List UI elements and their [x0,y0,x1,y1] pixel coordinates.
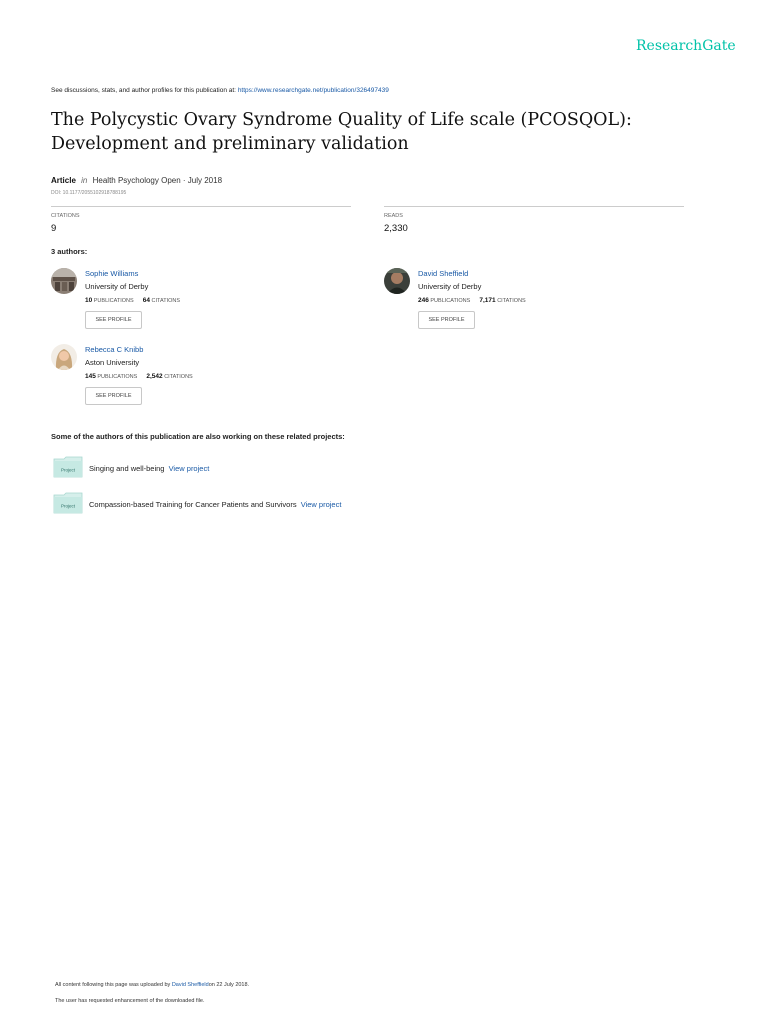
article-type: Article [51,176,76,185]
publications-label: PUBLICATIONS [430,298,471,304]
enhancement-notice: The user has requested enhancement of the downloaded file. [55,998,205,1004]
in-label: in [81,176,88,185]
publications-count: 145 [85,373,96,380]
avatar[interactable] [51,268,77,294]
citations-label: CITATIONS [497,298,526,304]
author-card-rebecca-knibb [51,344,351,408]
publications-label: PUBLICATIONS [93,298,134,304]
researchgate-logo[interactable]: ResearchGate [636,38,736,54]
see-profile-button[interactable]: SEE PROFILE [418,311,475,329]
view-project-link[interactable]: View project [168,464,210,473]
publications-label: PUBLICATIONS [97,374,138,380]
citations-count: 2,542 [146,373,163,380]
author-photo-icon [51,344,77,370]
project-name: Singing and well-being [89,464,165,473]
publications-count: 10 [85,297,93,304]
citations-label: CITATIONS [164,374,193,380]
author-name-link[interactable]: Rebecca C Knibb [85,345,144,354]
publication-title: The Polycystic Ovary Syndrome Quality of Life scale (PCOSQOL): Development and preliminary validation [51,110,632,154]
view-project-link[interactable]: View project [300,500,342,509]
author-name-link[interactable]: David Sheffield [418,269,469,278]
author-stats [85,297,180,304]
reads-count: 2,330 [384,223,408,234]
reads-label: READS [384,213,403,219]
project-name: Compassion-based Training for Cancer Patients and Survivors [89,500,297,509]
see-profile-button[interactable]: SEE PROFILE [85,387,142,405]
avatar[interactable] [384,268,410,294]
authors-heading: 3 authors: [51,247,88,256]
upload-prefix: All content following this page was uploaded by [55,982,171,988]
author-stats [418,297,526,304]
project-folder-icon [53,492,83,514]
journal-info: Health Psychology Open · July 2018 [92,176,223,185]
avatar[interactable] [51,344,77,370]
uploader-link[interactable]: David Sheffield [171,982,209,988]
author-stats [85,373,193,380]
citations-label: CITATIONS [51,213,80,219]
author-institution: University of Derby [418,282,482,291]
publications-count: 246 [418,297,429,304]
upload-notice [55,982,249,988]
author-name-link[interactable]: Sophie Williams [85,269,139,278]
doi: DOI: 10.1177/2055102918788195 [51,190,127,196]
publication-url-link[interactable]: https://www.researchgate.net/publication/326497439 [237,87,389,94]
discussion-text: See discussions, stats, and author profiles for this publication at: [51,87,236,94]
citations-count: 7,171 [479,297,496,304]
citations-divider [51,206,351,207]
author-photo-icon [51,268,77,294]
project-folder-icon [53,456,83,478]
author-institution: Aston University [85,358,140,367]
project-text [89,464,209,473]
upload-suffix: on 22 July 2018. [208,982,250,988]
discussion-line [51,87,389,94]
author-institution: University of Derby [85,282,149,291]
reads-divider [384,206,684,207]
project-item [51,492,551,516]
citations-count: 64 [142,297,150,304]
project-icon-label: Project [60,503,76,509]
author-card-sophie-williams [51,268,351,332]
publication-meta [51,176,222,185]
related-projects-heading: Some of the authors of this publication are also working on these related projects: [51,432,345,441]
see-profile-button[interactable]: SEE PROFILE [85,311,142,329]
author-photo-icon [384,268,410,294]
project-item [51,456,551,480]
project-text [89,500,341,509]
citations-label: CITATIONS [151,298,181,304]
project-icon-label: Project [60,467,76,473]
citations-count: 9 [51,223,57,234]
author-card-david-sheffield [384,268,684,332]
